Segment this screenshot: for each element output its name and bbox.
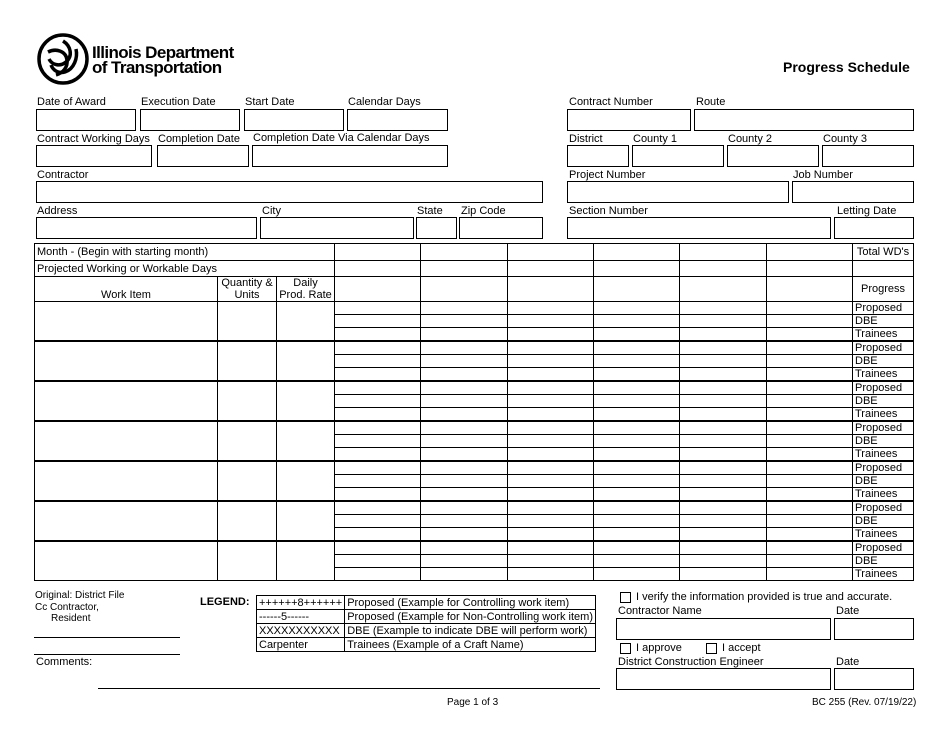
schedule-cell[interactable] bbox=[594, 328, 680, 342]
schedule-cell[interactable] bbox=[421, 328, 508, 342]
calendar-days-field[interactable] bbox=[347, 109, 448, 131]
quantity-cell[interactable] bbox=[218, 381, 277, 421]
schedule-cell[interactable] bbox=[335, 501, 421, 515]
schedule-cell[interactable] bbox=[508, 461, 594, 475]
work-item-row bbox=[35, 501, 914, 515]
schedule-cell[interactable] bbox=[594, 355, 680, 368]
contract-working-days-label: Contract Working Days bbox=[37, 133, 150, 145]
schedule-cell[interactable] bbox=[421, 515, 508, 528]
schedule-cell[interactable] bbox=[594, 395, 680, 408]
schedule-cell[interactable] bbox=[594, 475, 680, 488]
projected-label: Projected Working or Workable Days bbox=[35, 261, 335, 277]
schedule-cell[interactable] bbox=[767, 528, 853, 542]
month-cell[interactable] bbox=[594, 244, 680, 261]
idot-logo bbox=[36, 32, 236, 86]
schedule-cell[interactable] bbox=[680, 515, 767, 528]
schedule-cell[interactable] bbox=[594, 408, 680, 422]
schedule-cell[interactable] bbox=[767, 395, 853, 408]
month-label: Month - (Begin with starting month) bbox=[35, 244, 335, 261]
schedule-cell[interactable] bbox=[767, 541, 853, 555]
schedule-cell[interactable] bbox=[421, 368, 508, 382]
month-cell[interactable] bbox=[335, 244, 421, 261]
header-blank-cell bbox=[767, 277, 853, 302]
work-item-row bbox=[35, 541, 914, 555]
schedule-cell[interactable] bbox=[508, 315, 594, 328]
schedule-cell[interactable] bbox=[767, 515, 853, 528]
row-type-label: Proposed bbox=[853, 381, 914, 395]
completion-date-via-calendar-label: Completion Date Via Calendar Days bbox=[253, 132, 430, 144]
execution-date-label: Execution Date bbox=[141, 96, 216, 108]
work-item-cell[interactable] bbox=[35, 381, 218, 421]
schedule-cell[interactable] bbox=[767, 328, 853, 342]
schedule-cell[interactable] bbox=[680, 448, 767, 462]
row-type-label: Proposed bbox=[853, 302, 914, 315]
page-title: Progress Schedule bbox=[783, 59, 910, 75]
work-item-row bbox=[35, 341, 914, 355]
schedule-cell[interactable] bbox=[767, 568, 853, 581]
schedule-cell[interactable] bbox=[508, 421, 594, 435]
row-type-label: Trainees bbox=[853, 328, 914, 342]
state-label: State bbox=[417, 205, 443, 217]
schedule-cell[interactable] bbox=[767, 555, 853, 568]
schedule-cell[interactable] bbox=[508, 368, 594, 382]
schedule-cell[interactable] bbox=[680, 328, 767, 342]
legend-title: LEGEND: bbox=[200, 596, 250, 608]
work-item-row bbox=[35, 381, 914, 395]
daily-rate-cell[interactable] bbox=[277, 541, 335, 581]
work-item-row bbox=[35, 302, 914, 315]
work-item-row bbox=[35, 461, 914, 475]
schedule-cell[interactable] bbox=[421, 315, 508, 328]
work-item-cell[interactable] bbox=[35, 302, 218, 342]
schedule-cell[interactable] bbox=[680, 435, 767, 448]
legend-description: Trainees (Example of a Craft Name) bbox=[345, 638, 596, 652]
completion-date-field[interactable] bbox=[157, 145, 249, 167]
quantity-cell[interactable] bbox=[218, 421, 277, 461]
quantity-cell[interactable] bbox=[218, 501, 277, 541]
comments-label: Comments: bbox=[36, 656, 93, 668]
schedule-cell[interactable] bbox=[767, 408, 853, 422]
schedule-cell[interactable] bbox=[335, 515, 421, 528]
schedule-cell[interactable] bbox=[767, 355, 853, 368]
month-cell[interactable] bbox=[680, 244, 767, 261]
schedule-cell[interactable] bbox=[335, 555, 421, 568]
schedule-cell[interactable] bbox=[594, 381, 680, 395]
execution-date-field[interactable] bbox=[140, 109, 240, 131]
schedule-cell[interactable] bbox=[594, 368, 680, 382]
schedule-cell[interactable] bbox=[421, 435, 508, 448]
work-item-cell[interactable] bbox=[35, 461, 218, 501]
schedule-cell[interactable] bbox=[421, 568, 508, 581]
schedule-cell[interactable] bbox=[508, 541, 594, 555]
schedule-cell[interactable] bbox=[680, 381, 767, 395]
district-engineer-label: District Construction Engineer bbox=[618, 656, 764, 668]
header-blank-cell bbox=[680, 277, 767, 302]
quantity-cell[interactable] bbox=[218, 302, 277, 342]
legend-code: XXXXXXXXXXX bbox=[257, 624, 345, 638]
legend-row bbox=[257, 610, 596, 624]
month-cell[interactable] bbox=[767, 244, 853, 261]
schedule-cell[interactable] bbox=[767, 435, 853, 448]
schedule-cell[interactable] bbox=[421, 555, 508, 568]
cc-line-1 bbox=[34, 637, 180, 638]
cc-distribution: Cc Contractor, bbox=[35, 602, 99, 613]
city-field[interactable] bbox=[260, 217, 414, 239]
logo-line-2: of Transportation bbox=[92, 58, 222, 77]
zip-code-label: Zip Code bbox=[461, 205, 506, 217]
row-type-label: Trainees bbox=[853, 488, 914, 502]
row-type-label: DBE bbox=[853, 555, 914, 568]
schedule-cell[interactable] bbox=[421, 461, 508, 475]
schedule-cell[interactable] bbox=[594, 448, 680, 462]
schedule-cell[interactable] bbox=[767, 315, 853, 328]
schedule-cell[interactable] bbox=[508, 488, 594, 502]
schedule-cell[interactable] bbox=[508, 515, 594, 528]
progress-header: Progress bbox=[853, 277, 914, 302]
work-item-rows bbox=[35, 302, 914, 581]
schedule-cell[interactable] bbox=[767, 461, 853, 475]
schedule-cell[interactable] bbox=[767, 448, 853, 462]
schedule-cell[interactable] bbox=[680, 368, 767, 382]
schedule-cell[interactable] bbox=[680, 302, 767, 315]
engineer-date-field[interactable] bbox=[834, 668, 914, 690]
row-type-label: Trainees bbox=[853, 368, 914, 382]
schedule-cell[interactable] bbox=[421, 302, 508, 315]
zip-code-field[interactable] bbox=[459, 217, 543, 239]
projected-cell[interactable] bbox=[680, 261, 767, 277]
schedule-cell[interactable] bbox=[767, 488, 853, 502]
city-label: City bbox=[262, 205, 281, 217]
header-blank-cell bbox=[508, 277, 594, 302]
quantity-cell[interactable] bbox=[218, 461, 277, 501]
logo-line-1: Illinois Department bbox=[92, 43, 234, 62]
schedule-cell[interactable] bbox=[767, 421, 853, 435]
total-wds-header: Total WD's bbox=[853, 244, 914, 261]
schedule-cell[interactable] bbox=[421, 408, 508, 422]
schedule-cell[interactable] bbox=[594, 501, 680, 515]
legend-row bbox=[257, 638, 596, 652]
schedule-cell[interactable] bbox=[335, 528, 421, 542]
header-blank-cell bbox=[421, 277, 508, 302]
projected-cell[interactable] bbox=[767, 261, 853, 277]
schedule-cell[interactable] bbox=[421, 528, 508, 542]
schedule-cell[interactable] bbox=[680, 541, 767, 555]
row-type-label: Trainees bbox=[853, 408, 914, 422]
row-type-label: Proposed bbox=[853, 341, 914, 355]
legend-description: DBE (Example to indicate DBE will perform work) bbox=[345, 624, 596, 638]
accept-label: I accept bbox=[722, 642, 761, 654]
schedule-cell[interactable] bbox=[594, 421, 680, 435]
row-type-label: DBE bbox=[853, 435, 914, 448]
district-label: District bbox=[569, 133, 603, 145]
schedule-cell[interactable] bbox=[335, 435, 421, 448]
schedule-cell[interactable] bbox=[508, 408, 594, 422]
schedule-cell[interactable] bbox=[508, 568, 594, 581]
schedule-cell[interactable] bbox=[508, 302, 594, 315]
schedule-cell[interactable] bbox=[421, 341, 508, 355]
header-blank-cell bbox=[335, 277, 421, 302]
schedule-cell[interactable] bbox=[594, 568, 680, 581]
quantity-units-header: Quantity & Units bbox=[218, 277, 277, 302]
schedule-cell[interactable] bbox=[508, 328, 594, 342]
projected-cell[interactable] bbox=[508, 261, 594, 277]
projected-cell[interactable] bbox=[421, 261, 508, 277]
start-date-field[interactable] bbox=[244, 109, 344, 131]
work-item-cell[interactable] bbox=[35, 421, 218, 461]
month-cell[interactable] bbox=[421, 244, 508, 261]
schedule-cell[interactable] bbox=[508, 395, 594, 408]
letting-date-label: Letting Date bbox=[837, 205, 897, 217]
projected-total-cell[interactable] bbox=[853, 261, 914, 277]
schedule-cell[interactable] bbox=[421, 355, 508, 368]
schedule-cell[interactable] bbox=[767, 302, 853, 315]
county-3-label: County 3 bbox=[823, 133, 868, 145]
comments-line[interactable] bbox=[98, 688, 600, 689]
schedule-cell[interactable] bbox=[680, 488, 767, 502]
schedule-cell[interactable] bbox=[335, 302, 421, 315]
schedule-cell[interactable] bbox=[421, 488, 508, 502]
route-field[interactable] bbox=[694, 109, 914, 131]
schedule-cell[interactable] bbox=[767, 381, 853, 395]
contractor-field[interactable] bbox=[36, 181, 543, 203]
daily-rate-cell[interactable] bbox=[277, 341, 335, 381]
completion-date-via-calendar-field[interactable] bbox=[252, 145, 448, 167]
daily-rate-cell[interactable] bbox=[277, 381, 335, 421]
row-type-label: Trainees bbox=[853, 528, 914, 542]
contract-working-days-field[interactable] bbox=[36, 145, 152, 167]
schedule-cell[interactable] bbox=[680, 461, 767, 475]
schedule-cell[interactable] bbox=[335, 328, 421, 342]
schedule-cell[interactable] bbox=[335, 541, 421, 555]
original-distribution: Original: District File bbox=[35, 590, 125, 601]
schedule-cell[interactable] bbox=[680, 408, 767, 422]
county-2-label: County 2 bbox=[728, 133, 773, 145]
schedule-cell[interactable] bbox=[335, 368, 421, 382]
idot-logo-mark-icon bbox=[36, 32, 90, 86]
row-type-label: DBE bbox=[853, 475, 914, 488]
schedule-cell[interactable] bbox=[335, 395, 421, 408]
row-type-label: DBE bbox=[853, 355, 914, 368]
schedule-cell[interactable] bbox=[421, 381, 508, 395]
work-item-row bbox=[35, 421, 914, 435]
schedule-cell[interactable] bbox=[594, 315, 680, 328]
legend-code: ++++++8++++++ bbox=[257, 596, 345, 610]
contractor-date-label: Date bbox=[836, 605, 860, 617]
address-label: Address bbox=[37, 205, 78, 217]
approve-checkbox[interactable] bbox=[620, 643, 631, 654]
schedule-cell[interactable] bbox=[335, 448, 421, 462]
daily-rate-cell[interactable] bbox=[277, 461, 335, 501]
row-type-label: DBE bbox=[853, 395, 914, 408]
row-type-label: Proposed bbox=[853, 541, 914, 555]
schedule-cell[interactable] bbox=[335, 475, 421, 488]
engineer-date-label: Date bbox=[836, 656, 860, 668]
schedule-cell[interactable] bbox=[594, 555, 680, 568]
cc-line-2 bbox=[34, 654, 180, 655]
start-date-label: Start Date bbox=[245, 96, 295, 108]
legend-code: ------5------ bbox=[257, 610, 345, 624]
schedule-cell[interactable] bbox=[508, 501, 594, 515]
legend-row bbox=[257, 624, 596, 638]
legend-description: Proposed (Example for Controlling work item) bbox=[345, 596, 596, 610]
work-item-cell[interactable] bbox=[35, 341, 218, 381]
schedule-table bbox=[34, 243, 914, 581]
projected-cell[interactable] bbox=[335, 261, 421, 277]
schedule-cell[interactable] bbox=[335, 488, 421, 502]
page-number: Page 1 of 3 bbox=[447, 697, 499, 708]
form-number: BC 255 (Rev. 07/19/22) bbox=[812, 697, 917, 708]
work-item-cell[interactable] bbox=[35, 541, 218, 581]
cc-resident: Resident bbox=[51, 613, 91, 624]
schedule-cell[interactable] bbox=[335, 408, 421, 422]
schedule-cell[interactable] bbox=[508, 475, 594, 488]
schedule-cell[interactable] bbox=[508, 448, 594, 462]
county-1-field[interactable] bbox=[632, 145, 724, 167]
schedule-cell[interactable] bbox=[335, 341, 421, 355]
project-number-label: Project Number bbox=[569, 169, 646, 181]
address-field[interactable] bbox=[36, 217, 257, 239]
contractor-date-field[interactable] bbox=[834, 618, 914, 640]
state-field[interactable] bbox=[416, 217, 457, 239]
schedule-cell[interactable] bbox=[335, 355, 421, 368]
work-item-header: Work Item bbox=[35, 277, 218, 302]
work-item-cell[interactable] bbox=[35, 501, 218, 541]
county-2-field[interactable] bbox=[727, 145, 819, 167]
projected-cell[interactable] bbox=[594, 261, 680, 277]
quantity-cell[interactable] bbox=[218, 541, 277, 581]
schedule-cell[interactable] bbox=[680, 568, 767, 581]
schedule-cell[interactable] bbox=[421, 421, 508, 435]
schedule-cell[interactable] bbox=[335, 315, 421, 328]
schedule-cell[interactable] bbox=[594, 341, 680, 355]
row-type-label: Trainees bbox=[853, 448, 914, 462]
county-3-field[interactable] bbox=[822, 145, 914, 167]
daily-prod-rate-header: Daily Prod. Rate bbox=[277, 277, 335, 302]
job-number-label: Job Number bbox=[793, 169, 853, 181]
schedule-cell[interactable] bbox=[335, 461, 421, 475]
schedule-cell[interactable] bbox=[594, 541, 680, 555]
completion-date-label: Completion Date bbox=[158, 133, 240, 145]
schedule-cell[interactable] bbox=[680, 475, 767, 488]
schedule-cell[interactable] bbox=[767, 341, 853, 355]
schedule-cell[interactable] bbox=[594, 488, 680, 502]
verify-checkbox[interactable] bbox=[620, 592, 631, 603]
district-engineer-field[interactable] bbox=[616, 668, 831, 690]
schedule-cell[interactable] bbox=[421, 501, 508, 515]
schedule-cell[interactable] bbox=[508, 555, 594, 568]
schedule-cell[interactable] bbox=[594, 528, 680, 542]
schedule-cell[interactable] bbox=[680, 528, 767, 542]
letting-date-field[interactable] bbox=[834, 217, 914, 239]
schedule-cell[interactable] bbox=[680, 395, 767, 408]
legend-code: Carpenter bbox=[257, 638, 345, 652]
daily-rate-cell[interactable] bbox=[277, 501, 335, 541]
schedule-cell[interactable] bbox=[421, 395, 508, 408]
row-type-label: Proposed bbox=[853, 461, 914, 475]
schedule-cell[interactable] bbox=[594, 302, 680, 315]
contractor-name-label: Contractor Name bbox=[618, 605, 702, 617]
quantity-cell[interactable] bbox=[218, 341, 277, 381]
schedule-cell[interactable] bbox=[680, 555, 767, 568]
schedule-cell[interactable] bbox=[680, 501, 767, 515]
month-cell[interactable] bbox=[508, 244, 594, 261]
section-number-field[interactable] bbox=[567, 217, 831, 239]
schedule-cell[interactable] bbox=[508, 341, 594, 355]
schedule-cell[interactable] bbox=[594, 515, 680, 528]
calendar-days-label: Calendar Days bbox=[348, 96, 421, 108]
schedule-cell[interactable] bbox=[767, 475, 853, 488]
schedule-cell[interactable] bbox=[767, 368, 853, 382]
schedule-cell[interactable] bbox=[335, 568, 421, 581]
schedule-cell[interactable] bbox=[680, 341, 767, 355]
section-number-label: Section Number bbox=[569, 205, 648, 217]
row-type-label: DBE bbox=[853, 315, 914, 328]
district-field[interactable] bbox=[567, 145, 629, 167]
legend-row bbox=[257, 596, 596, 610]
schedule-cell[interactable] bbox=[680, 315, 767, 328]
schedule-cell[interactable] bbox=[508, 528, 594, 542]
approve-label: I approve bbox=[636, 642, 682, 654]
daily-rate-cell[interactable] bbox=[277, 302, 335, 342]
contract-number-field[interactable] bbox=[567, 109, 691, 131]
legend-description: Proposed (Example for Non-Controlling work item) bbox=[345, 610, 596, 624]
contractor-name-field[interactable] bbox=[616, 618, 831, 640]
job-number-field[interactable] bbox=[792, 181, 914, 203]
schedule-cell[interactable] bbox=[508, 355, 594, 368]
schedule-cell[interactable] bbox=[767, 501, 853, 515]
schedule-cell[interactable] bbox=[680, 421, 767, 435]
schedule-cell[interactable] bbox=[421, 475, 508, 488]
schedule-cell[interactable] bbox=[335, 381, 421, 395]
schedule-cell[interactable] bbox=[335, 421, 421, 435]
schedule-cell[interactable] bbox=[421, 448, 508, 462]
county-1-label: County 1 bbox=[633, 133, 678, 145]
contract-number-label: Contract Number bbox=[569, 96, 653, 108]
schedule-cell[interactable] bbox=[508, 435, 594, 448]
row-type-label: Proposed bbox=[853, 501, 914, 515]
date-of-award-field[interactable] bbox=[36, 109, 136, 131]
month-row bbox=[35, 244, 914, 261]
route-label: Route bbox=[696, 96, 726, 108]
row-type-label: DBE bbox=[853, 515, 914, 528]
project-number-field[interactable] bbox=[567, 181, 789, 203]
projected-row bbox=[35, 261, 914, 277]
contractor-label: Contractor bbox=[37, 169, 89, 181]
schedule-cell[interactable] bbox=[421, 541, 508, 555]
schedule-cell[interactable] bbox=[594, 461, 680, 475]
header-blank-cell bbox=[594, 277, 680, 302]
schedule-cell[interactable] bbox=[508, 381, 594, 395]
date-of-award-label: Date of Award bbox=[37, 96, 106, 108]
schedule-cell[interactable] bbox=[680, 355, 767, 368]
row-type-label: Trainees bbox=[853, 568, 914, 581]
legend-table bbox=[256, 595, 596, 652]
column-header-row bbox=[35, 277, 914, 302]
schedule-cell[interactable] bbox=[594, 435, 680, 448]
row-type-label: Proposed bbox=[853, 421, 914, 435]
verify-statement: I verify the information provided is true and accurate. bbox=[636, 591, 893, 603]
daily-rate-cell[interactable] bbox=[277, 421, 335, 461]
accept-checkbox[interactable] bbox=[706, 643, 717, 654]
